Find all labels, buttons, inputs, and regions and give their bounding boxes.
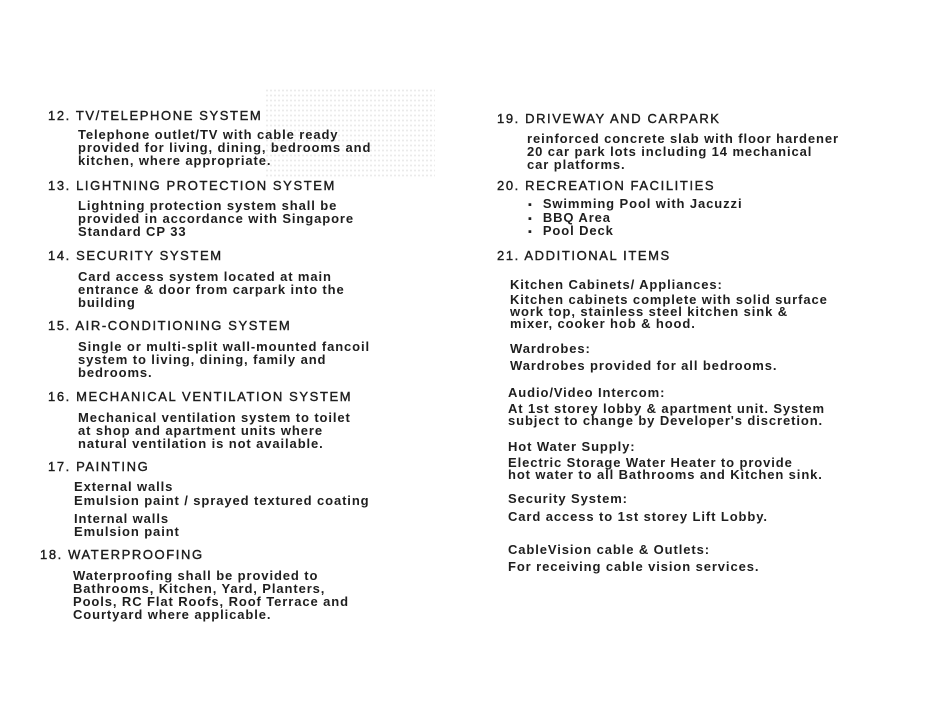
item-title-cablevision: CableVision cable & Outlets: <box>508 542 710 557</box>
item-title-wardrobes: Wardrobes: <box>510 341 591 356</box>
recreation-list <box>528 198 742 239</box>
internal-walls-title: Internal walls <box>74 511 169 526</box>
section-body-19: reinforced concrete slab with floor hardener 20 car park lots including 14 mechanical car platforms. <box>527 131 839 172</box>
section-heading-13: 13. LIGHTNING PROTECTION SYSTEM <box>48 178 336 193</box>
section-heading-16: 16. MECHANICAL VENTILATION SYSTEM <box>48 389 353 404</box>
external-walls-title: External walls <box>74 479 174 494</box>
item-title-security: Security System: <box>508 491 628 506</box>
list-item: ▪ BBQ Area <box>528 212 742 226</box>
list-item: ▪ Swimming Pool with Jacuzzi <box>528 198 742 212</box>
item-body-intercom: At 1st storey lobby & apartment unit. System subject to change by Developer's discretion. <box>508 401 825 428</box>
item-body-security: Card access to 1st storey Lift Lobby. <box>508 509 768 524</box>
section-heading-17: 17. PAINTING <box>48 459 150 474</box>
section-heading-19: 19. DRIVEWAY AND CARPARK <box>497 111 721 126</box>
external-walls-text: Emulsion paint / sprayed textured coating <box>74 493 370 508</box>
section-heading-18: 18. WATERPROOFING <box>40 547 204 562</box>
item-body-wardrobes: Wardrobes provided for all bedrooms. <box>510 358 778 373</box>
item-body-cablevision: For receiving cable vision services. <box>508 559 760 574</box>
list-item: ▪ Pool Deck <box>528 225 742 239</box>
section-heading-12: 12. TV/TELEPHONE SYSTEM <box>48 108 263 123</box>
item-title-intercom: Audio/Video Intercom: <box>508 385 666 400</box>
section-heading-15: 15. AIR-CONDITIONING SYSTEM <box>48 318 292 333</box>
section-heading-21: 21. ADDITIONAL ITEMS <box>497 248 671 263</box>
section-body-13: Lightning protection system shall be provided in accordance with Singapore Standard CP 33 <box>78 198 355 239</box>
section-body-12: Telephone outlet/TV with cable ready provided for living, dining, bedrooms and kitchen, where appropriate. <box>78 127 372 168</box>
section-body-18: Waterproofing shall be provided to Bathrooms, Kitchen, Yard, Planters, Pools, RC Flat Roofs, Roof Terrace and Courtyard where applicable. <box>73 568 349 622</box>
item-title-kitchen: Kitchen Cabinets/ Appliances: <box>510 277 723 292</box>
section-heading-14: 14. SECURITY SYSTEM <box>48 248 223 263</box>
internal-walls-text: Emulsion paint <box>74 524 180 539</box>
item-title-hot-water: Hot Water Supply: <box>508 439 636 454</box>
section-body-14: Card access system located at main entrance & door from carpark into the building <box>78 269 345 310</box>
item-body-hot-water: Electric Storage Water Heater to provide hot water to all Bathrooms and Kitchen sink. <box>508 455 823 482</box>
item-body-kitchen: Kitchen cabinets complete with solid surface work top, stainless steel kitchen sink & mixer, cooker hob & hood. <box>510 292 828 331</box>
section-body-16: Mechanical ventilation system to toilet at shop and apartment units where natural ventilation is not available. <box>78 410 351 451</box>
section-heading-20: 20. RECREATION FACILITIES <box>497 178 716 193</box>
section-body-15: Single or multi-split wall-mounted fancoil system to living, dining, family and bedrooms. <box>78 339 371 380</box>
